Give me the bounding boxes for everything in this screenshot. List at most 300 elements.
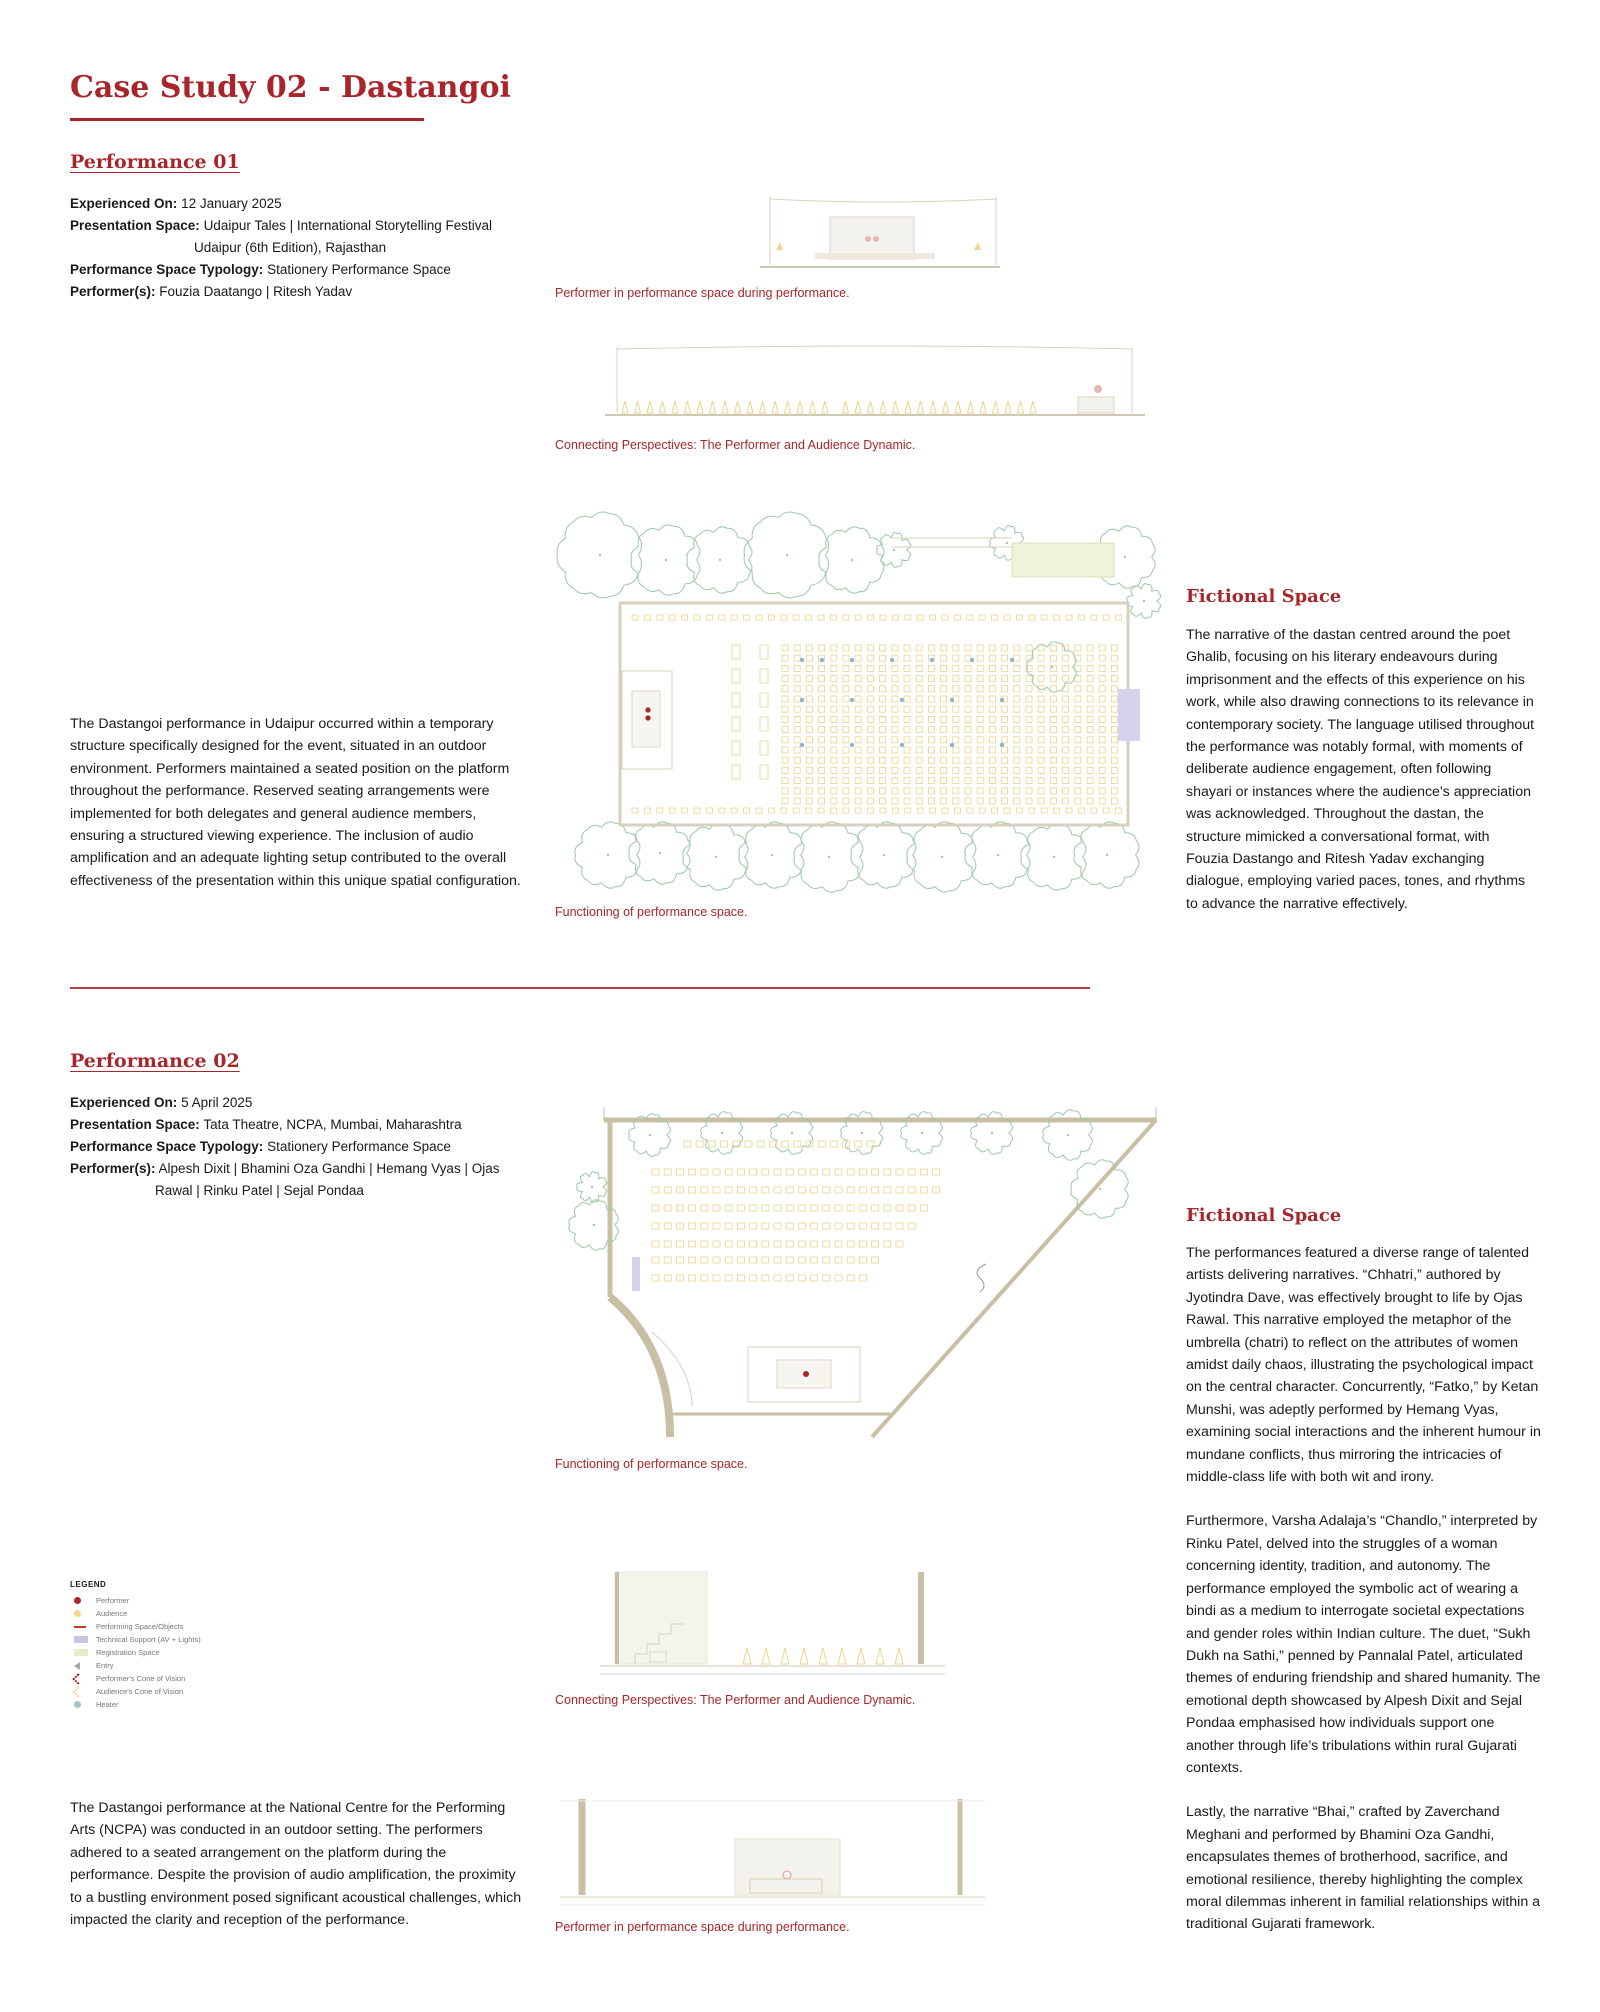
audience-seat xyxy=(941,665,947,671)
audience-seat xyxy=(1075,778,1081,784)
audience-seat xyxy=(1050,747,1056,753)
audience-seat xyxy=(794,788,800,794)
audience-seat xyxy=(652,1205,659,1211)
audience-seat xyxy=(762,1223,769,1229)
audience-seat xyxy=(1075,706,1081,712)
audience-seat xyxy=(892,788,898,794)
audience-seat xyxy=(892,808,898,813)
audience-seat xyxy=(798,1223,805,1229)
audience-seat xyxy=(794,727,800,733)
audience-seat xyxy=(1002,798,1008,804)
audience-seat xyxy=(1116,615,1122,620)
audience-seat xyxy=(953,788,959,794)
audience-seat xyxy=(737,1187,744,1193)
audience-seat xyxy=(1063,747,1069,753)
audience-figure xyxy=(893,401,899,413)
audience-figure xyxy=(930,401,936,413)
audience-seat xyxy=(855,676,861,682)
audience-figure xyxy=(747,401,753,413)
audience-seat xyxy=(855,727,861,733)
audience-seat xyxy=(806,686,812,692)
audience-seat xyxy=(904,747,910,753)
audience-seat xyxy=(916,706,922,712)
audience-seat xyxy=(632,615,638,620)
audience-seat xyxy=(989,788,995,794)
audience-seat xyxy=(1099,727,1105,733)
audience-seat xyxy=(831,757,837,763)
audience-seat xyxy=(1050,788,1056,794)
audience-seat xyxy=(806,808,812,813)
audience-seat xyxy=(831,655,837,661)
audience-seat xyxy=(1063,696,1069,702)
audience-seat xyxy=(713,1223,720,1229)
audience-seat xyxy=(1038,645,1044,651)
audience-seat xyxy=(880,655,886,661)
audience-seat xyxy=(750,1223,757,1229)
audience-seat xyxy=(1038,757,1044,763)
audience-figure xyxy=(810,401,816,413)
audience-seat xyxy=(750,1241,757,1247)
p2-fictional-para-3: Lastly, the narrative “Bhai,” crafted by Zaverchand Meghani and performed by Bhamini Oza Gandhi, encapsulates themes of brotherhood, sacrifice, and emotional resilience, thereby highlighting the complex moral dilemmas inherent in familial relationships within a traditional Gujarati framework. xyxy=(1186,1804,1541,1933)
audience-seat xyxy=(1078,808,1084,813)
audience-seat xyxy=(977,757,983,763)
audience-seat xyxy=(977,655,983,661)
audience-seat xyxy=(676,1275,683,1281)
audience-seat xyxy=(701,1241,708,1247)
audience-seat xyxy=(920,1169,927,1175)
audience-seat xyxy=(676,1187,683,1193)
audience-seat xyxy=(905,808,911,813)
audience-seat xyxy=(867,676,873,682)
audience-seat xyxy=(835,1241,842,1247)
audience-seat xyxy=(979,615,985,620)
audience-seat xyxy=(928,665,934,671)
audience-seat xyxy=(762,1205,769,1211)
audience-seat xyxy=(941,676,947,682)
p2-section-caption: Performer in performance space during performance. xyxy=(555,1920,850,1934)
audience-seat xyxy=(965,645,971,651)
audience-seat xyxy=(855,778,861,784)
audience-seat xyxy=(896,1241,903,1247)
audience-seat xyxy=(689,1187,696,1193)
audience-seat xyxy=(880,686,886,692)
audience-seat xyxy=(819,788,825,794)
audience-figure xyxy=(880,401,886,413)
audience-seat xyxy=(928,737,934,743)
performers-label: Performer(s): xyxy=(70,284,156,299)
audience-seat xyxy=(884,1205,891,1211)
audience-seat xyxy=(811,1205,818,1211)
legend-label: Technical Support (AV + Lights) xyxy=(96,1635,201,1644)
legend-item xyxy=(70,1698,270,1711)
typology-value: Stationery Performance Space xyxy=(267,262,451,277)
audience-seat xyxy=(719,615,725,620)
audience-seat xyxy=(880,778,886,784)
audience-seat xyxy=(917,615,923,620)
audience-seat xyxy=(989,645,995,651)
audience-seat xyxy=(1050,727,1056,733)
audience-seat xyxy=(798,1257,805,1263)
audience-seat xyxy=(782,737,788,743)
audience-seat xyxy=(806,716,812,722)
heater-dot xyxy=(1000,743,1004,747)
audience-seat xyxy=(652,1187,659,1193)
audience-seat xyxy=(774,1241,781,1247)
audience-seat xyxy=(989,737,995,743)
audience-seat xyxy=(867,788,873,794)
performance-01-meta xyxy=(70,193,550,303)
audience-seat xyxy=(793,808,799,813)
audience-seat xyxy=(725,1187,732,1193)
p2-fictional-heading: Fictional Space xyxy=(1186,1205,1342,1226)
audience-seat xyxy=(859,1205,866,1211)
audience-seat xyxy=(843,676,849,682)
audience-seat xyxy=(701,1223,708,1229)
audience-seat xyxy=(855,615,861,620)
audience-seat xyxy=(701,1169,708,1175)
audience-seat xyxy=(794,798,800,804)
audience-seat xyxy=(928,798,934,804)
audience-seat xyxy=(954,615,960,620)
typology-label: Performance Space Typology: xyxy=(70,262,264,277)
audience-seat xyxy=(781,808,787,813)
legend-label: Performer's Cone of Vision xyxy=(96,1674,186,1683)
audience-seat xyxy=(757,1141,764,1147)
p1-long-section-caption: Connecting Perspectives: The Performer and Audience Dynamic. xyxy=(555,438,916,452)
audience-seat xyxy=(977,676,983,682)
audience-seat xyxy=(942,808,948,813)
audience-seat xyxy=(1026,757,1032,763)
audience-seat xyxy=(1087,778,1093,784)
audience-seat xyxy=(965,747,971,753)
delegate-seat xyxy=(760,645,768,659)
audience-seat xyxy=(664,1257,671,1263)
audience-cone-icon xyxy=(72,1686,83,1697)
audience-seat xyxy=(794,696,800,702)
audience-seat xyxy=(782,676,788,682)
delegate-seat xyxy=(760,693,768,707)
audience-seat xyxy=(843,696,849,702)
audience-seat xyxy=(930,615,936,620)
audience-seat xyxy=(708,1141,715,1147)
audience-figure xyxy=(622,401,628,413)
audience-seat xyxy=(811,1169,818,1175)
audience-seat xyxy=(916,737,922,743)
audience-seat xyxy=(713,1257,720,1263)
audience-seat xyxy=(806,757,812,763)
audience-seat xyxy=(1029,615,1035,620)
audience-seat xyxy=(855,716,861,722)
p1-section-caption: Performer in performance space during performance. xyxy=(555,286,850,300)
audience-seat xyxy=(1087,706,1093,712)
audience-figure xyxy=(819,1648,827,1664)
audience-seat xyxy=(632,808,638,813)
audience-seat xyxy=(737,1241,744,1247)
audience-seat xyxy=(798,1275,805,1281)
audience-seat xyxy=(953,798,959,804)
audience-seat xyxy=(664,1241,671,1247)
audience-figure xyxy=(785,401,791,413)
audience-seat xyxy=(823,1205,830,1211)
audience-seat xyxy=(1016,808,1022,813)
audience-seat xyxy=(859,1223,866,1229)
audience-seat xyxy=(872,1241,879,1247)
audience-figure xyxy=(993,401,999,413)
audience-seat xyxy=(831,665,837,671)
delegate-seat xyxy=(760,669,768,683)
performance-02-meta xyxy=(70,1092,550,1202)
tree-icon xyxy=(965,822,1030,888)
audience-seat xyxy=(1099,778,1105,784)
audience-seat xyxy=(928,686,934,692)
audience-seat xyxy=(855,645,861,651)
audience-seat xyxy=(884,1169,891,1175)
space-label: Presentation Space: xyxy=(70,1117,200,1132)
audience-seat xyxy=(652,1241,659,1247)
audience-seat xyxy=(941,788,947,794)
audience-figure xyxy=(943,401,949,413)
audience-seat xyxy=(737,1205,744,1211)
audience-seat xyxy=(843,798,849,804)
audience-seat xyxy=(1099,747,1105,753)
audience-seat xyxy=(744,808,750,813)
audience-figure xyxy=(843,401,849,413)
audience-seat xyxy=(831,767,837,773)
audience-seat xyxy=(855,665,861,671)
audience-seat xyxy=(652,1275,659,1281)
audience-seat xyxy=(965,706,971,712)
audience-seat xyxy=(928,645,934,651)
audience-seat xyxy=(928,716,934,722)
audience-seat xyxy=(1066,615,1072,620)
audience-seat xyxy=(744,615,750,620)
audience-figure xyxy=(1005,401,1011,413)
entry-arrow-icon xyxy=(74,1662,80,1670)
audience-seat xyxy=(1075,716,1081,722)
audience-seat xyxy=(916,727,922,733)
audience-seat xyxy=(1014,757,1020,763)
audience-seat xyxy=(965,696,971,702)
audience-seat xyxy=(965,778,971,784)
delegate-seat xyxy=(732,717,740,731)
audience-seat xyxy=(904,665,910,671)
audience-seat xyxy=(977,686,983,692)
audience-seat xyxy=(892,676,898,682)
audience-seat xyxy=(830,808,836,813)
audience-seat xyxy=(1063,757,1069,763)
tree-icon xyxy=(744,512,829,598)
audience-seat xyxy=(1099,716,1105,722)
p1-plan-caption: Functioning of performance space. xyxy=(555,905,748,919)
audience-seat xyxy=(831,798,837,804)
legend-title: LEGEND xyxy=(70,1580,107,1589)
performers-value: Fouzia Daatango | Ritesh Yadav xyxy=(159,284,353,299)
audience-seat xyxy=(916,665,922,671)
audience-seat xyxy=(831,696,837,702)
experienced-label: Experienced On: xyxy=(70,1095,178,1110)
audience-seat xyxy=(989,767,995,773)
audience-seat xyxy=(793,615,799,620)
audience-seat xyxy=(1026,686,1032,692)
audience-seat xyxy=(880,706,886,712)
audience-seat xyxy=(941,686,947,692)
audience-seat xyxy=(782,655,788,661)
audience-seat xyxy=(989,716,995,722)
audience-seat xyxy=(1050,716,1056,722)
audience-seat xyxy=(941,798,947,804)
audience-seat xyxy=(1063,706,1069,712)
audience-seat xyxy=(774,1223,781,1229)
audience-seat xyxy=(831,788,837,794)
audience-seat xyxy=(916,798,922,804)
audience-seat xyxy=(904,686,910,692)
audience-seat xyxy=(920,1205,927,1211)
audience-seat xyxy=(806,798,812,804)
heater-dot xyxy=(800,658,804,662)
audience-seat xyxy=(843,655,849,661)
space-value: Tata Theatre, NCPA, Mumbai, Maharashtra xyxy=(203,1117,462,1132)
audience-seat xyxy=(731,615,737,620)
performance-02-heading: Performance 02 xyxy=(70,1050,240,1072)
audience-figure xyxy=(1018,401,1024,413)
audience-figure xyxy=(918,401,924,413)
audience-figure xyxy=(855,401,861,413)
audience-seat xyxy=(1026,716,1032,722)
tree-icon xyxy=(819,527,884,593)
audience-seat xyxy=(884,1241,891,1247)
audience-seat xyxy=(867,757,873,763)
audience-seat xyxy=(1038,655,1044,661)
p1-plan-drawing xyxy=(552,505,1162,895)
audience-seat xyxy=(1026,747,1032,753)
audience-seat xyxy=(941,767,947,773)
audience-seat xyxy=(1002,706,1008,712)
audience-seat xyxy=(819,727,825,733)
audience-seat xyxy=(967,808,973,813)
audience-figure xyxy=(772,401,778,413)
legend-item xyxy=(70,1659,270,1672)
p1-section-drawing xyxy=(760,195,1000,275)
audience-seat xyxy=(843,686,849,692)
audience-seat xyxy=(1111,747,1117,753)
audience-seat xyxy=(847,1275,854,1281)
audience-seat xyxy=(1099,788,1105,794)
audience-seat xyxy=(965,686,971,692)
audience-seat xyxy=(831,747,837,753)
audience-seat xyxy=(941,737,947,743)
audience-seat xyxy=(750,1187,757,1193)
audience-seat xyxy=(831,686,837,692)
audience-seat xyxy=(977,706,983,712)
audience-seat xyxy=(1038,665,1044,671)
audience-seat xyxy=(819,645,825,651)
audience-seat xyxy=(977,778,983,784)
audience-seat xyxy=(1050,655,1056,661)
page-title: Case Study 02 - Dastangoi xyxy=(70,70,511,105)
audience-seat xyxy=(941,655,947,661)
audience-seat xyxy=(819,798,825,804)
audience-seat xyxy=(855,798,861,804)
audience-seat xyxy=(1087,686,1093,692)
performance-01-heading: Performance 01 xyxy=(70,151,240,173)
audience-seat xyxy=(892,686,898,692)
audience-figure xyxy=(710,401,716,413)
audience-seat xyxy=(713,1169,720,1175)
audience-seat xyxy=(1014,767,1020,773)
legend-item xyxy=(70,1646,270,1659)
audience-seat xyxy=(908,1187,915,1193)
tree-icon xyxy=(575,822,640,888)
audience-seat xyxy=(867,665,873,671)
audience-seat xyxy=(896,1187,903,1193)
audience-seat xyxy=(977,788,983,794)
audience-seat xyxy=(892,778,898,784)
audience-seat xyxy=(1038,727,1044,733)
audience-seat xyxy=(806,767,812,773)
audience-seat xyxy=(725,1275,732,1281)
audience-seat xyxy=(806,665,812,671)
audience-seat xyxy=(819,767,825,773)
audience-seat xyxy=(867,737,873,743)
audience-seat xyxy=(1026,778,1032,784)
audience-seat xyxy=(819,737,825,743)
audience-seat xyxy=(847,1169,854,1175)
audience-seat xyxy=(928,696,934,702)
technical-support-swatch-icon xyxy=(74,1636,88,1643)
typology-label: Performance Space Typology: xyxy=(70,1139,264,1154)
audience-seat xyxy=(835,1169,842,1175)
audience-seat xyxy=(782,1141,789,1147)
audience-seat xyxy=(965,716,971,722)
audience-seat xyxy=(867,686,873,692)
audience-seat xyxy=(701,1205,708,1211)
legend-label: Audience's Cone of Vision xyxy=(96,1687,184,1696)
audience-seat xyxy=(823,1223,830,1229)
audience-figure xyxy=(980,401,986,413)
audience-seat xyxy=(989,706,995,712)
audience-seat xyxy=(1091,808,1097,813)
audience-figure xyxy=(868,401,874,413)
audience-seat xyxy=(892,757,898,763)
audience-seat xyxy=(953,757,959,763)
audience-seat xyxy=(1038,798,1044,804)
audience-seat xyxy=(941,696,947,702)
legend-label: Performing Space/Objects xyxy=(96,1622,184,1631)
audience-seat xyxy=(1087,665,1093,671)
audience-seat xyxy=(689,1257,696,1263)
legend-item xyxy=(70,1685,270,1698)
delegate-seat xyxy=(760,765,768,779)
audience-seat xyxy=(1075,788,1081,794)
audience-seat xyxy=(794,716,800,722)
audience-seat xyxy=(719,808,725,813)
audience-seat xyxy=(965,798,971,804)
audience-seat xyxy=(904,767,910,773)
audience-seat xyxy=(965,676,971,682)
audience-figure xyxy=(685,401,691,413)
audience-seat xyxy=(892,696,898,702)
audience-seat xyxy=(798,1169,805,1175)
audience-seat xyxy=(657,615,663,620)
audience-seat xyxy=(953,737,959,743)
audience-seat xyxy=(859,1257,866,1263)
audience-seat xyxy=(1014,778,1020,784)
performer-cone-icon xyxy=(72,1673,83,1684)
p2-section-drawing xyxy=(560,1797,990,1907)
audience-seat xyxy=(953,778,959,784)
audience-seat xyxy=(830,615,836,620)
audience-seat xyxy=(1054,615,1060,620)
